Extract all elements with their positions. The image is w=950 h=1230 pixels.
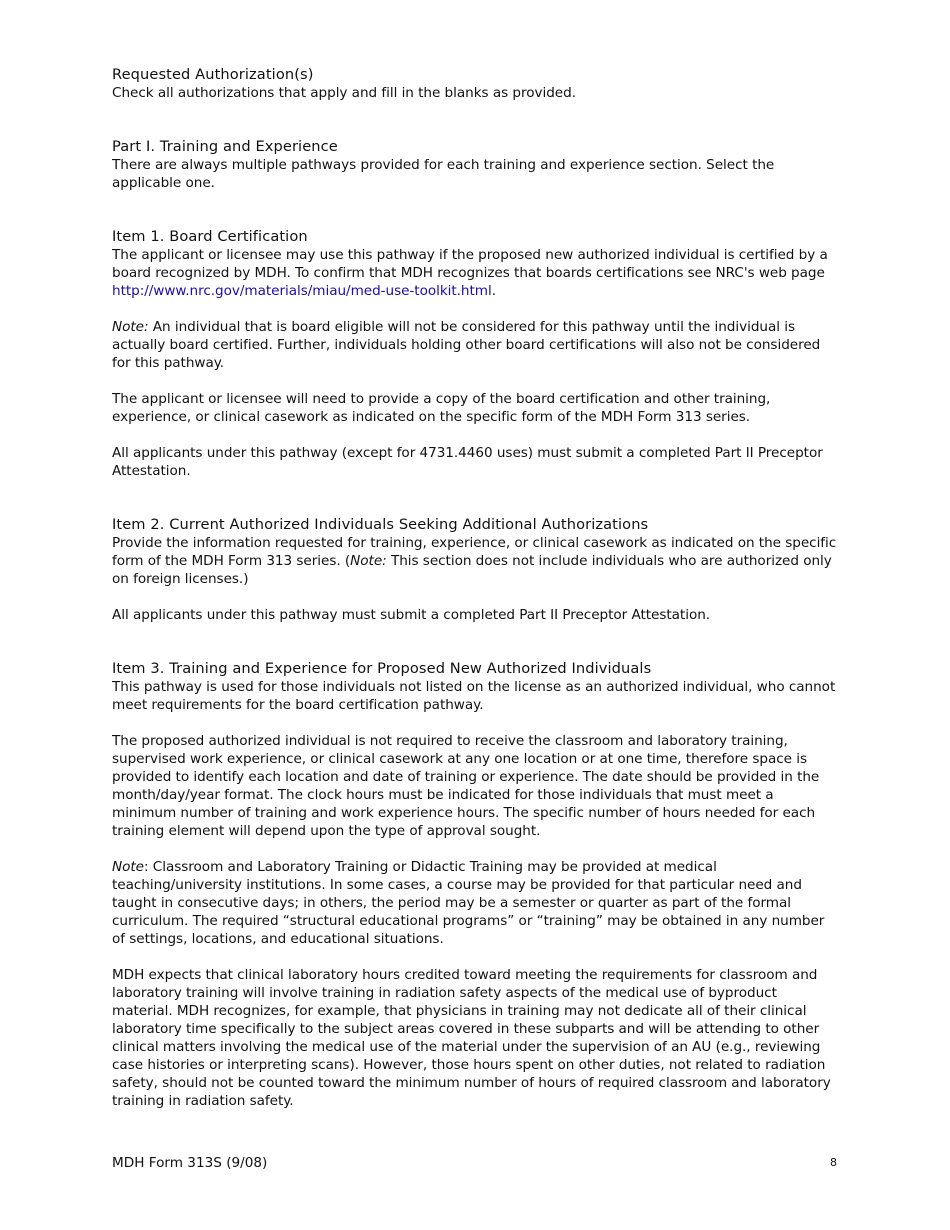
item3-intro: This pathway is used for those individuals not listed on the license as an authorized individual, who cannot meet requirements for the board certification pathway. xyxy=(112,679,836,713)
item1-text: The applicant or licensee may use this pathway if the proposed new authorized individual is certified by a board recognized by MDH. To confirm that MDH recognizes that boards certifications see NRC's web page xyxy=(112,247,828,281)
document-body xyxy=(112,66,840,1110)
nrc-toolkit-link[interactable]: http://www.nrc.gov/materials/miau/med-use-toolkit.html xyxy=(112,283,492,299)
requested-text: Check all authorizations that apply and fill in the blanks as provided. xyxy=(112,85,576,101)
item2-text-b: This section does not include individuals who are authorized only on foreign licenses.) xyxy=(112,553,832,587)
item1-heading: Item 1. Board Certification xyxy=(112,228,308,245)
item2-heading: Item 2. Current Authorized Individuals Seeking Additional Authorizations xyxy=(112,516,649,533)
item1-period: . xyxy=(491,283,496,299)
item3-note xyxy=(112,858,840,948)
requested-heading: Requested Authorization(s) xyxy=(112,66,314,83)
item2-paragraph xyxy=(112,534,840,588)
item2-attestation: All applicants under this pathway must submit a completed Part II Preceptor Attestation. xyxy=(112,607,711,623)
note-text: An individual that is board eligible will not be considered for this pathway until the individual is actually board certified. Further, individuals holding other board certifications will also not be considered for this pathway. xyxy=(112,319,821,371)
item3-clinical-hours: MDH expects that clinical laboratory hours credited toward meeting the requirements for classroom and laboratory training will involve training in radiation safety aspects of the medical use of byproduct material. MDH recognizes, for example, that physicians in training may not dedicate all of their clinical laboratory time specifically to the subject areas covered in these subparts and will be attending to other clinical matters involving the medical use of the material under the supervision of an AU (e.g., reviewing case histories or interpreting scans). However, those hours spent on other duties, not related to radiation safety, should not be counted toward the minimum number of hours of required classroom and laboratory training in radiation safety. xyxy=(112,967,831,1109)
item2-text-a: Provide the information requested for training, experience, or clinical casework as indicated on the specific form of the MDH Form 313 series. ( xyxy=(112,535,837,569)
part1-heading: Part I. Training and Experience xyxy=(112,138,338,155)
page-number: 8 xyxy=(830,1156,837,1169)
note-label: Note: xyxy=(112,319,149,335)
item3-location-date: The proposed authorized individual is not required to receive the classroom and laboratory training, supervised work experience, or clinical casework at any one location or at one time, therefore space is provided to identify each location and date of training or experience. The date should be provided in the month/day/year format. The clock hours must be indicated for those individuals that must meet a minimum number of training and work experience hours. The specific number of hours needed for each training element will depend upon the type of approval sought. xyxy=(112,733,820,839)
note-label: Note: xyxy=(350,553,387,569)
note-label: Note xyxy=(112,859,144,875)
form-identifier: MDH Form 313S (9/08) xyxy=(112,1155,268,1171)
item1-copy-requirement: The applicant or licensee will need to provide a copy of the board certification and other training, experience, or clinical casework as indicated on the specific form of the MDH Form 313 series. xyxy=(112,391,771,425)
part1-text: There are always multiple pathways provided for each training and experience section. Select the applicable one. xyxy=(112,157,775,191)
item1-attestation: All applicants under this pathway (except for 4731.4460 uses) must submit a completed Part II Preceptor Attestation. xyxy=(112,445,823,479)
item3-heading: Item 3. Training and Experience for Proposed New Authorized Individuals xyxy=(112,660,652,677)
item1-paragraph xyxy=(112,246,840,300)
item1-note xyxy=(112,318,840,372)
note-text: : Classroom and Laboratory Training or Didactic Training may be provided at medical teaching/university institutions. In some cases, a course may be provided for that particular need and taught in consecutive days; in others, the period may be a semester or quarter as part of the formal curriculum. The required “structural educational programs” or “training” may be obtained in any number of settings, locations, and educational situations. xyxy=(112,859,825,947)
